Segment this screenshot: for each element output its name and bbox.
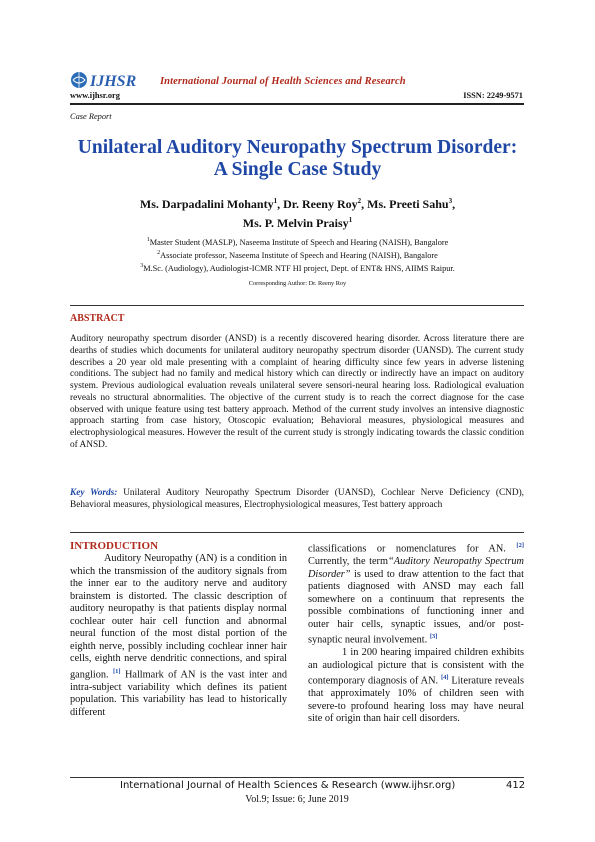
- affiliation: $^3$M.Sc. (Audiology), Audiologist-ICMR NTF HI project, Dept. of ENT& HNS, AIIMS Raipur.: [140, 263, 455, 274]
- issn: ISSN: 2249-9571: [463, 91, 523, 100]
- header-rule: [70, 103, 524, 105]
- keywords: [70, 488, 524, 512]
- keywords-text: Unilateral Auditory Neuropathy Spectrum Disorder (UANSD), Cochlear Nerve Deficiency (CND), Behavioral measures, physiological measures, Electrophysiological measures, Test battery approach: [70, 488, 524, 510]
- citation-link[interactable]: [2]: [516, 542, 524, 549]
- author: Ms. P. Melvin Praisy$^1$: [242, 216, 353, 230]
- footer-volume: Vol.9; Issue: 6; June 2019: [245, 794, 349, 805]
- citation-link[interactable]: [3]: [429, 633, 438, 641]
- abstract-bottom-rule: [70, 532, 524, 533]
- footer-journal: International Journal of Health Sciences & Research (www.ijhsr.org): [120, 780, 456, 791]
- author: Ms. Preeti Sahu$^3$,: [367, 197, 456, 211]
- page-number: 412: [506, 780, 526, 791]
- affiliation: $^2$Associate professor, Naseema Institute of Speech and Hearing (NAISH), Bangalore: [157, 250, 438, 260]
- journal-title: International Journal of Health Sciences and Research: [160, 76, 406, 87]
- affiliation: $^1$Master Student (MASLP), Naseema Institute of Speech and Hearing (NAISH), Bangalore: [146, 237, 449, 247]
- abstract-heading: ABSTRACT: [70, 313, 125, 324]
- left-column: [70, 540, 287, 720]
- journal-website[interactable]: www.ijhsr.org: [70, 91, 120, 100]
- intro-paragraph-1: Auditory Neuropathy (AN) is a condition in which the transmission of the auditory signals from the inner ear to the auditory nerve and auditory brainstem is distorted. The classic description of auditory neuropathy is that patients display normal cochlear outer hair cell function and abnormal neural function of the most distal portion of the eighth nerve, possibly including cochlear inner hair cells, eighth nerve dendritic connections, and spiral ganglion. [1] Hallmark of AN is the vast inter and intra-subject variability which defines its patient population. This variability has lead to historically different: [70, 553, 288, 718]
- journal-logo: [70, 70, 156, 90]
- author-list: [70, 193, 525, 231]
- intro-paragraph-2: 1 in 200 hearing impaired children exhibits an audiological picture that is consistent with the contemporary diagnosis of AN. [4] Literature reveals that approximately 10% of children seen with severe-to profound hearing loss may have neural site of origin than hair cell disorders.: [308, 647, 524, 725]
- logo-text: IJHSR: [90, 73, 137, 90]
- article-title: Unilateral Auditory Neuropathy Spectrum Disorder: A Single Case Study: [77, 137, 518, 180]
- introduction-heading: INTRODUCTION: [70, 540, 159, 552]
- author: Ms. Darpadalini Mohanty$^1$,: [139, 197, 284, 211]
- author: Dr. Reeny Roy$^2$,: [283, 197, 368, 211]
- corresponding-author: Corresponding Author: Dr. Reeny Roy: [248, 280, 347, 287]
- intro-paragraph-1-cont: classifications or nomenclatures for AN. [2] Currently, the term“Auditory Neuropathy Spectrum Disorder” is used to draw attention to the fact that patients diagnosed with ANSD may each fall somewhere on a continuum that represents the possible combinations of functioning inner and outer hair cells, synaptic issues, and/or post-synaptic neural involvement. [3]: [308, 542, 524, 646]
- abstract-body: Auditory neuropathy spectrum disorder (ANSD) is a recently discovered hearing disorder. Across literature there are dearths of studies which documents for unilateral auditory neuropathy spectrum disorder (UANSD). The current study describes a 20 year old male presenting with a complaint of hearing difficulty since few years in adverse listening conditions. The subject had no family and medical history which can directly or indirectly have an impact on auditory system. Previous audiological evaluation reveals unilateral severe sensori-neural hearing loss. Radiological evaluation reveals no structural abnormalities. The objective of the current study is to reach the correct diagnose for the case observed with unique feature using test battery approach. Method of the current study involves an intensive diagnostic approach starting from case history, Otoscopic evaluation; Behavioral measures, physiological measures and electrophysiological measures. However the result of the current study is strongly indicating towards the classic condition of ANSD.: [70, 334, 524, 450]
- affiliations: [70, 235, 525, 275]
- article-type: Case Report: [70, 112, 112, 121]
- right-column: [308, 540, 524, 726]
- citation-link[interactable]: [1]: [112, 667, 121, 675]
- abstract-top-rule: [70, 305, 524, 306]
- footer-rule: [70, 777, 524, 778]
- citation-link[interactable]: [4]: [440, 674, 449, 682]
- keywords-label: Key Words:: [70, 488, 118, 498]
